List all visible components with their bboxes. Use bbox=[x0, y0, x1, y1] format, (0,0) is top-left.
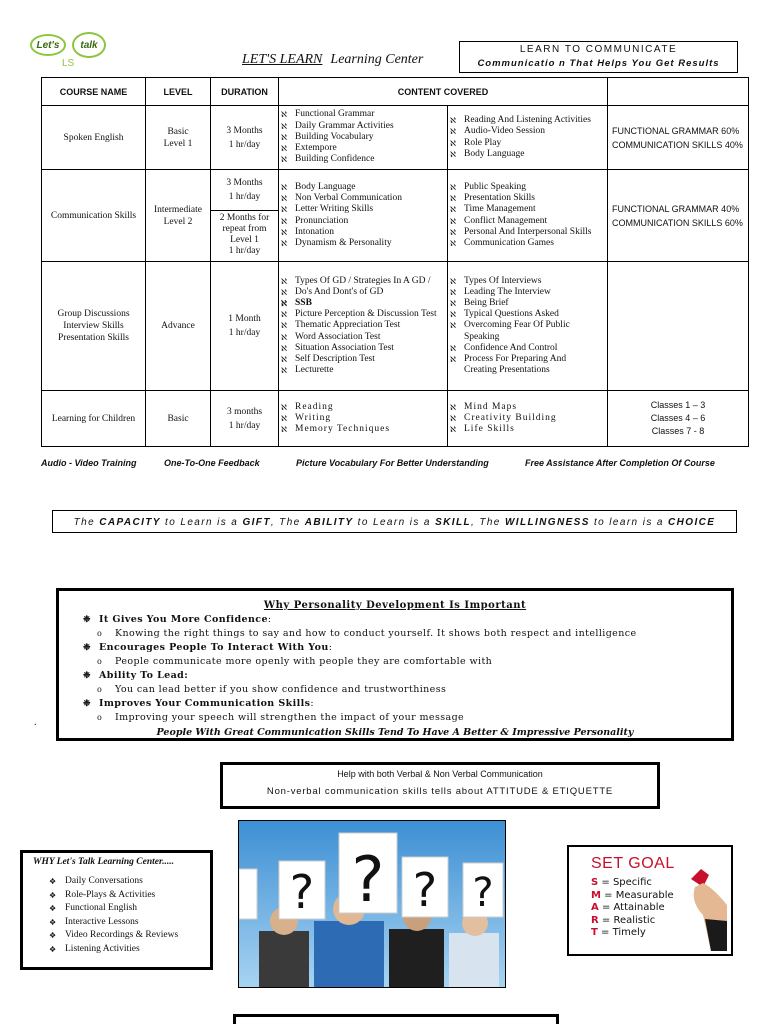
list-item: ℵ SSB bbox=[281, 298, 447, 309]
content-cell-a bbox=[279, 106, 448, 170]
course-name-cell: Spoken English bbox=[42, 106, 146, 170]
quote-text: , The bbox=[470, 517, 505, 528]
level-line: Intermediate bbox=[153, 204, 202, 215]
duration-line: 3 Months bbox=[226, 125, 263, 136]
ratio-line: COMMUNICATION SKILLS 40% bbox=[612, 139, 743, 150]
header-course-name: COURSE NAME bbox=[42, 78, 146, 106]
list-item: ℵ Types Of Interviews bbox=[450, 276, 607, 287]
question-marks-photo-art bbox=[239, 821, 506, 988]
smart-letter: A bbox=[591, 902, 599, 913]
set-goal-title: SET GOAL bbox=[591, 855, 675, 872]
list-item: ℵ Dynamism & Personality bbox=[281, 238, 447, 249]
page-title bbox=[242, 52, 423, 68]
list-item: ℵ Intonation bbox=[281, 227, 447, 238]
duration-line: 3 Months bbox=[226, 178, 263, 188]
smart-letter: T bbox=[591, 927, 598, 938]
table-row bbox=[42, 262, 749, 391]
title-learning-center: Learning Center bbox=[330, 52, 424, 67]
list-item: ℵ Communication Games bbox=[450, 238, 607, 249]
smart-letter: M bbox=[591, 889, 601, 901]
svg-text:?: ? bbox=[289, 865, 315, 919]
list-item: ❖ Interactive Lessons bbox=[49, 916, 210, 930]
tagline-line1: LEARN TO COMMUNICATE bbox=[519, 44, 678, 55]
course-name-line: Group Discussions bbox=[57, 309, 130, 319]
course-name-cell: Learning for Children bbox=[42, 391, 146, 447]
ratio-line: FUNCTIONAL GRAMMAR 60% bbox=[612, 125, 740, 136]
course-name-line: Presentation Skills bbox=[58, 333, 129, 343]
duration-cell bbox=[211, 170, 279, 262]
item-head: Encourages People To Interact With You bbox=[99, 642, 329, 653]
list-item: ℵ Reading And Listening Activities bbox=[450, 115, 607, 126]
list-item bbox=[83, 641, 731, 655]
list-item: ℵ Non Verbal Communication bbox=[281, 193, 447, 204]
duration-line: 1 hr/day bbox=[228, 192, 261, 202]
duration-line: 3 months bbox=[226, 406, 263, 417]
list-item: ℵ Reading bbox=[281, 402, 447, 413]
quote-word: ABILITY bbox=[304, 517, 354, 528]
ratio-cell bbox=[608, 106, 749, 170]
duration-cell bbox=[211, 106, 279, 170]
feature-item: Picture Vocabulary For Better Understanding bbox=[296, 458, 489, 468]
list-item: ℵ Extempore bbox=[281, 143, 447, 154]
svg-text:?: ? bbox=[412, 863, 438, 917]
level-line: Level 2 bbox=[163, 216, 193, 227]
list-item: ℵ Mind Maps bbox=[450, 402, 607, 413]
list-item: ℵ Writing bbox=[281, 413, 447, 424]
level-cell bbox=[146, 170, 211, 262]
course-name-cell bbox=[42, 262, 146, 391]
list-item: ❖ Video Recordings & Reviews bbox=[49, 929, 210, 943]
list-item: ℵ Role Play bbox=[450, 138, 607, 149]
duration-line: 1 hr/day bbox=[228, 328, 261, 338]
list-item: ℵ Picture Perception & Discussion Test bbox=[281, 309, 447, 320]
tagline-line2: Communicatio n That Helps You Get Results bbox=[477, 58, 720, 69]
level-line: Basic bbox=[167, 126, 189, 137]
list-item: ℵ Functional Grammar bbox=[281, 109, 447, 120]
quote-word: GIFT bbox=[242, 517, 271, 528]
item-sep: : bbox=[267, 614, 272, 625]
feature-item: Free Assistance After Completion Of Course bbox=[525, 458, 715, 468]
duration-cell bbox=[211, 391, 279, 447]
list-item: Creating Presentations bbox=[464, 365, 550, 376]
verbal-line2: Non-verbal communication skills tells about ATTITUDE & ETIQUETTE bbox=[266, 786, 614, 797]
content-cell-a bbox=[279, 391, 448, 447]
logo-bubble-lets: Let's bbox=[30, 34, 66, 56]
duration-line: 1 hr/day bbox=[228, 420, 261, 431]
level-line: Level 1 bbox=[163, 138, 193, 149]
list-subitem: o You can lead better if you show confidence and trustworthiness bbox=[83, 683, 731, 697]
table-row bbox=[42, 106, 749, 170]
list-item: ℵ Personal And Interpersonal Skills bbox=[450, 227, 607, 238]
smart-text: = Measurable bbox=[604, 889, 674, 901]
set-goal-image bbox=[567, 845, 733, 956]
duration-main bbox=[211, 170, 278, 210]
logo-bubble-talk: talk bbox=[72, 32, 106, 58]
list-item: ℵ Pronunciation bbox=[281, 216, 447, 227]
list-item: ℵ Do's And Dont's of GD bbox=[281, 287, 447, 298]
bottom-box bbox=[233, 1014, 559, 1024]
list-item: ℵ Building Vocabulary bbox=[281, 132, 447, 143]
list-item: Speaking bbox=[464, 331, 500, 342]
list-item: ℵ Self Description Test bbox=[281, 354, 447, 365]
stray-dot: . bbox=[34, 717, 37, 728]
duration-cell bbox=[211, 262, 279, 391]
personality-list bbox=[83, 613, 731, 725]
ratio-cell bbox=[608, 170, 749, 262]
logo bbox=[30, 30, 110, 74]
list-item bbox=[83, 669, 731, 683]
list-item bbox=[83, 613, 731, 627]
verbal-line1: Help with both Verbal & Non Verbal Communication bbox=[337, 769, 543, 779]
hand-marker-icon bbox=[681, 865, 727, 951]
level-cell: Advance bbox=[146, 262, 211, 391]
quote-text: The bbox=[73, 517, 100, 528]
list-item: ℵ Types Of GD / Strategies In A GD / bbox=[281, 276, 447, 287]
feature-item: Audio - Video Training bbox=[41, 458, 137, 468]
duration-line: 2 Months for bbox=[219, 213, 270, 223]
list-subitem: o People communicate more openly with people they are comfortable with bbox=[83, 655, 731, 669]
course-name-line: Interview Skills bbox=[63, 321, 124, 331]
item-head: Ability To Lead: bbox=[99, 670, 189, 681]
item-head: Improves Your Communication Skills bbox=[99, 698, 311, 709]
ratio-line: COMMUNICATION SKILLS 60% bbox=[612, 217, 743, 228]
list-item: ℵ Audio-Video Session bbox=[450, 126, 607, 137]
smart-text: = Timely bbox=[601, 927, 646, 938]
verbal-box bbox=[220, 762, 660, 809]
list-item: ℵ Situation Association Test bbox=[281, 343, 447, 354]
header-blank bbox=[608, 78, 749, 106]
list-item: ❖ Daily Conversations bbox=[49, 875, 210, 889]
list-item: ℵ Public Speaking bbox=[450, 182, 607, 193]
list-subitem: o Knowing the right things to say and how to conduct yourself. It shows both respect and intelligence bbox=[83, 627, 731, 641]
course-name-cell: Communication Skills bbox=[42, 170, 146, 262]
level-cell bbox=[146, 106, 211, 170]
quote-text: to Learn is a bbox=[160, 517, 243, 528]
list-item: ℵ Building Confidence bbox=[281, 154, 447, 165]
quote-text: to Learn is a bbox=[353, 517, 436, 528]
list-item: ℵ Process For Preparing And bbox=[450, 354, 607, 365]
list-item: ❖ Functional English bbox=[49, 902, 210, 916]
table-header-row bbox=[42, 78, 749, 106]
level-cell: Basic bbox=[146, 391, 211, 447]
list-item: ℵ Typical Questions Asked bbox=[450, 309, 607, 320]
why-lets-talk-box bbox=[20, 850, 213, 970]
quote-word: WILLINGNESS bbox=[504, 517, 590, 528]
title-lets-learn: LET'S LEARN bbox=[242, 52, 323, 67]
duration-line: Level 1 bbox=[230, 235, 259, 245]
header-duration: DURATION bbox=[211, 78, 279, 106]
list-item: ℵ Daily Grammar Activities bbox=[281, 121, 447, 132]
duration-repeat bbox=[211, 210, 278, 261]
list-item: ℵ Overcoming Fear Of Public bbox=[450, 320, 607, 331]
personality-cut-line: People With Great Communication Skills Tend To Have A Better & Impressive Personality bbox=[156, 727, 634, 738]
item-head: It Gives You More Confidence bbox=[99, 614, 268, 625]
quote-word: CAPACITY bbox=[99, 517, 161, 528]
list-item: ℵ Confidence And Control bbox=[450, 343, 607, 354]
quote-box bbox=[52, 510, 737, 533]
list-item: ℵ Conflict Management bbox=[450, 216, 607, 227]
duration-line: 1 hr/day bbox=[228, 246, 261, 256]
content-cell-b bbox=[448, 391, 608, 447]
content-cell-a bbox=[279, 262, 448, 391]
why-lets-talk-title: WHY Let's Talk Learning Center..... bbox=[33, 857, 175, 867]
table-row bbox=[42, 391, 749, 447]
content-cell-a bbox=[279, 170, 448, 262]
smart-text: = Realistic bbox=[601, 914, 656, 926]
smart-text: = Specific bbox=[601, 877, 652, 888]
list-item: ℵ Being Brief bbox=[450, 298, 607, 309]
classes-line: Classes 1 – 3 bbox=[650, 400, 706, 410]
ratio-cell-empty bbox=[608, 262, 749, 391]
duration-line: 1 hr/day bbox=[228, 139, 261, 150]
list-item: ℵ Time Management bbox=[450, 204, 607, 215]
feature-item: One-To-One Feedback bbox=[164, 458, 260, 468]
list-item: ℵ Memory Techniques bbox=[281, 424, 447, 435]
tagline-box bbox=[459, 41, 738, 73]
content-cell-b bbox=[448, 170, 608, 262]
smart-text: = Attainable bbox=[601, 902, 665, 913]
list-item: ℵ Letter Writing Skills bbox=[281, 204, 447, 215]
question-marks-photo bbox=[238, 820, 506, 988]
classes-line: Classes 4 – 6 bbox=[650, 413, 706, 423]
list-item: ℵ Thematic Appreciation Test bbox=[281, 320, 447, 331]
why-lets-talk-list bbox=[49, 875, 210, 957]
item-sep: : bbox=[328, 642, 333, 653]
course-table bbox=[41, 77, 749, 447]
ratio-line: FUNCTIONAL GRAMMAR 40% bbox=[612, 203, 740, 214]
quote-text: , The bbox=[270, 517, 305, 528]
list-item: ❖ Role-Plays & Activities bbox=[49, 889, 210, 903]
list-item: ℵ Life Skills bbox=[450, 424, 607, 435]
classes-cell bbox=[608, 391, 749, 447]
header-level: LEVEL bbox=[146, 78, 211, 106]
classes-line: Classes 7 - 8 bbox=[651, 426, 705, 436]
duration-line: repeat from bbox=[222, 224, 267, 234]
smart-letter: R bbox=[591, 914, 599, 926]
item-sep: : bbox=[310, 698, 314, 709]
list-item: ℵ Body Language bbox=[450, 149, 607, 160]
list-item: ℵ Lecturette bbox=[281, 365, 447, 376]
list-item: ℵ Body Language bbox=[281, 182, 447, 193]
svg-text:?: ? bbox=[472, 870, 494, 916]
quote-word: CHOICE bbox=[668, 517, 716, 528]
list-item: ℵ Word Association Test bbox=[281, 332, 447, 343]
list-item: ℵ Creativity Building bbox=[450, 413, 607, 424]
list-item: ℵ Presentation Skills bbox=[450, 193, 607, 204]
quote-text: to learn is a bbox=[589, 517, 669, 528]
content-cell-b bbox=[448, 262, 608, 391]
smart-letter: S bbox=[591, 877, 599, 888]
logo-mark: LS bbox=[62, 58, 75, 69]
personality-box bbox=[56, 588, 734, 741]
list-subitem: o Improving your speech will strengthen the impact of your message bbox=[83, 711, 731, 725]
duration-line: 1 Month bbox=[228, 314, 261, 324]
list-item: ❖ Listening Activities bbox=[49, 943, 210, 957]
header-content-covered: CONTENT COVERED bbox=[279, 78, 608, 106]
list-item: ℵ Leading The Interview bbox=[450, 287, 607, 298]
quote-word: SKILL bbox=[435, 517, 471, 528]
table-row bbox=[42, 170, 749, 262]
list-item bbox=[83, 697, 731, 711]
svg-text:?: ? bbox=[351, 843, 385, 916]
content-cell-b bbox=[448, 106, 608, 170]
personality-title: Why Personality Development Is Important bbox=[263, 600, 527, 611]
